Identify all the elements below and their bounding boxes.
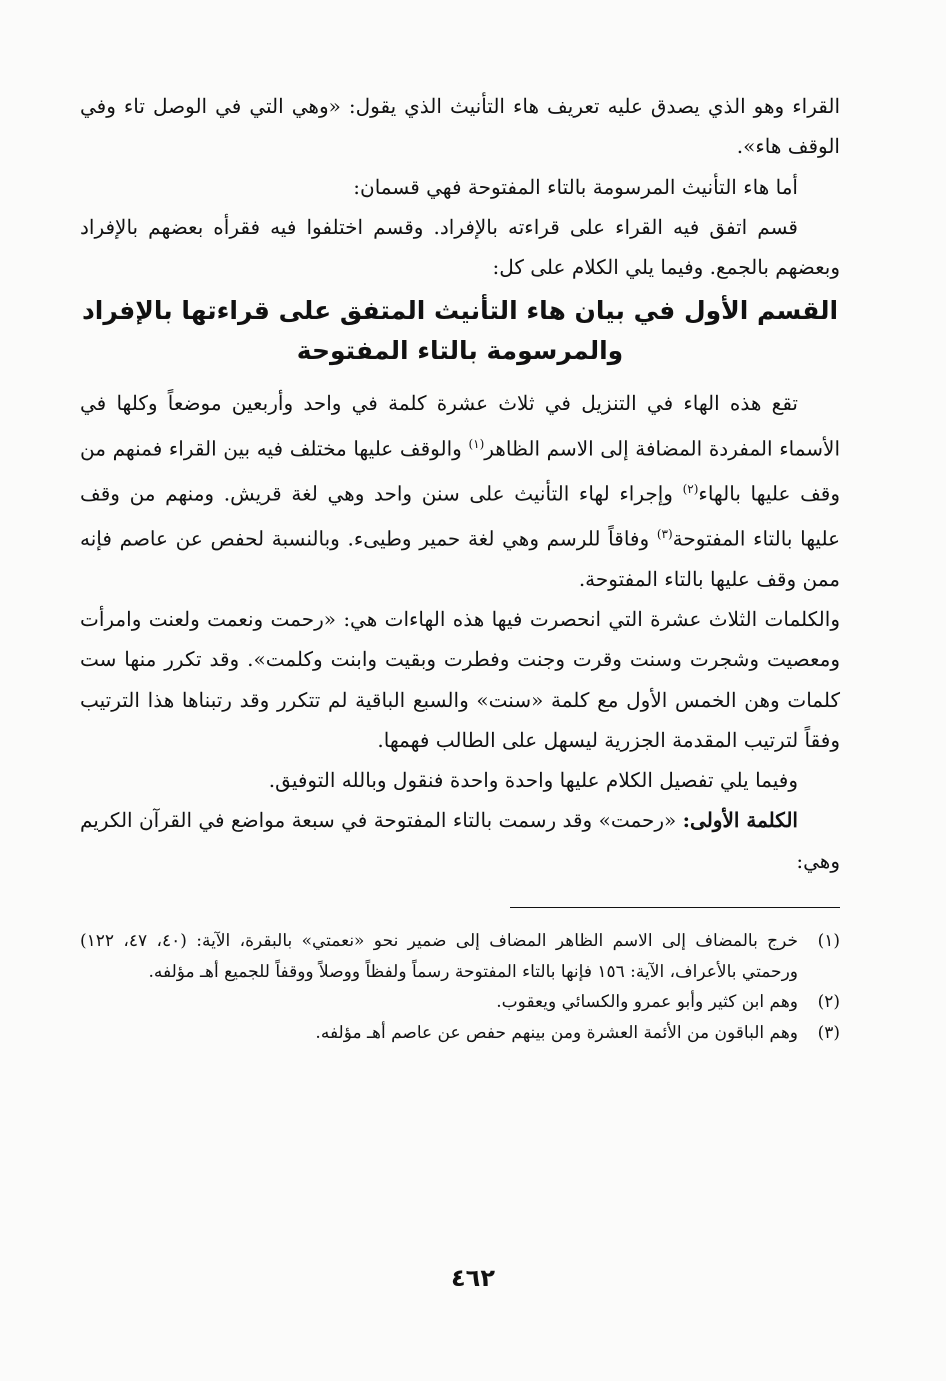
- section-text: [80, 383, 840, 881]
- footnotes: [80, 926, 840, 1048]
- footnote-number: (٢): [817, 992, 840, 1013]
- paragraph-text: والوقف عليها مختلف فيه بين القراء فمنهم من وقف عليها بالهاء: [80, 436, 841, 506]
- section-heading: القسم الأول في بيان هاء التأنيث المتفق على قراءتها بالإفراد والمرسومة بالتاء المفتوحة: [81, 296, 839, 366]
- footnote-ref-1[interactable]: (١): [468, 436, 485, 451]
- page-body: [80, 86, 840, 1048]
- paragraph-first-word: [80, 800, 840, 881]
- footnote-1: [80, 926, 840, 987]
- footnote-text: وهم ابن كثير وأبو عمرو والكسائي ويعقوب.: [496, 992, 798, 1013]
- footnote-number: (٣): [817, 1022, 840, 1043]
- first-word-label: الكلمة الأولى:: [682, 808, 798, 833]
- footnote-ref-2[interactable]: (٢): [682, 481, 699, 496]
- page-number: ٤٦٢: [451, 1264, 495, 1292]
- paragraph-occurrence: [80, 383, 840, 598]
- footnote-divider: [510, 907, 840, 908]
- paragraph-text: وإجراء لهاء التأنيث على سنن واحد وهي لغة قريش. ومنهم من وقف عليها بالتاء المفتوحة: [80, 481, 841, 551]
- paragraph-text: وفاقاً للرسم وهي لغة حمير وطيىء. وبالنسبة لحفص عن عاصم فإنه ممن وقف عليها بالتاء المفتوحة.: [80, 526, 840, 591]
- footnote-2: [80, 987, 840, 1018]
- footnote-text: وهم الباقون من الأئمة العشرة ومن بينهم حفص عن عاصم أهـ مؤلفه.: [315, 1022, 798, 1043]
- main-text: [80, 86, 840, 287]
- paragraph-text: تقع هذه الهاء في التنزيل في ثلاث عشرة كلمة في واحد وأربعين موضعاً وكلها في الأسماء المفردة المضافة إلى الاسم الظاهر: [80, 391, 841, 461]
- paragraph-words-list: والكلمات الثلاث عشرة التي انحصرت فيها هذه الهاءات هي: «رحمت ونعمت ولعنت وامرأت ومعصيت وشجرت وسنت وقرت وجنت وفطرت وبقيت وابنت وكلمت». وقد تكرر منها ست كلمات وهن الخمس الأول مع كلمة «سنت» والسبع الباقية لم تتكرر وقد رتبناها هذا الترتيب وفقاً لترتيب المقدمة الجزرية ليسهل على الطالب فهمها.: [80, 606, 840, 752]
- footnote-ref-3[interactable]: (٣): [656, 526, 673, 541]
- paragraph-continuation: القراء وهو الذي يصدق عليه تعريف هاء التأنيث الذي يقول: «وهي التي في الوصل تاء وفي الوقف هاء».: [80, 94, 840, 159]
- paragraph-text: «رحمت» وقد رسمت بالتاء المفتوحة في سبعة مواضع في القرآن الكريم وهي:: [80, 808, 840, 873]
- paragraph-intro-detail: وفيما يلي تفصيل الكلام عليها واحدة واحدة فنقول وبالله التوفيق.: [268, 768, 798, 793]
- paragraph-two-types: أما هاء التأنيث المرسومة بالتاء المفتوحة فهي قسمان:: [353, 174, 798, 199]
- footnote-3: [80, 1018, 840, 1049]
- paragraph-division: قسم اتفق فيه القراء على قراءته بالإفراد. وقسم اختلفوا فيه فقرأه بعضهم بالإفراد وبعضهم بالجمع. وفيما يلي الكلام على كل:: [80, 214, 840, 280]
- footnote-number: (١): [817, 931, 840, 952]
- footnote-text: خرج بالمضاف إلى الاسم الظاهر المضاف إلى ضمير نحو «نعمتي» بالبقرة، الآية: (٤٠، ٤٧، ١٢٢) ورحمتي بالأعراف، الآية: ١٥٦ فإنها بالتاء المفتوحة رسماً ولفظاً ووصلاً ووقفاً للجميع أهـ مؤلفه.: [80, 931, 799, 982]
